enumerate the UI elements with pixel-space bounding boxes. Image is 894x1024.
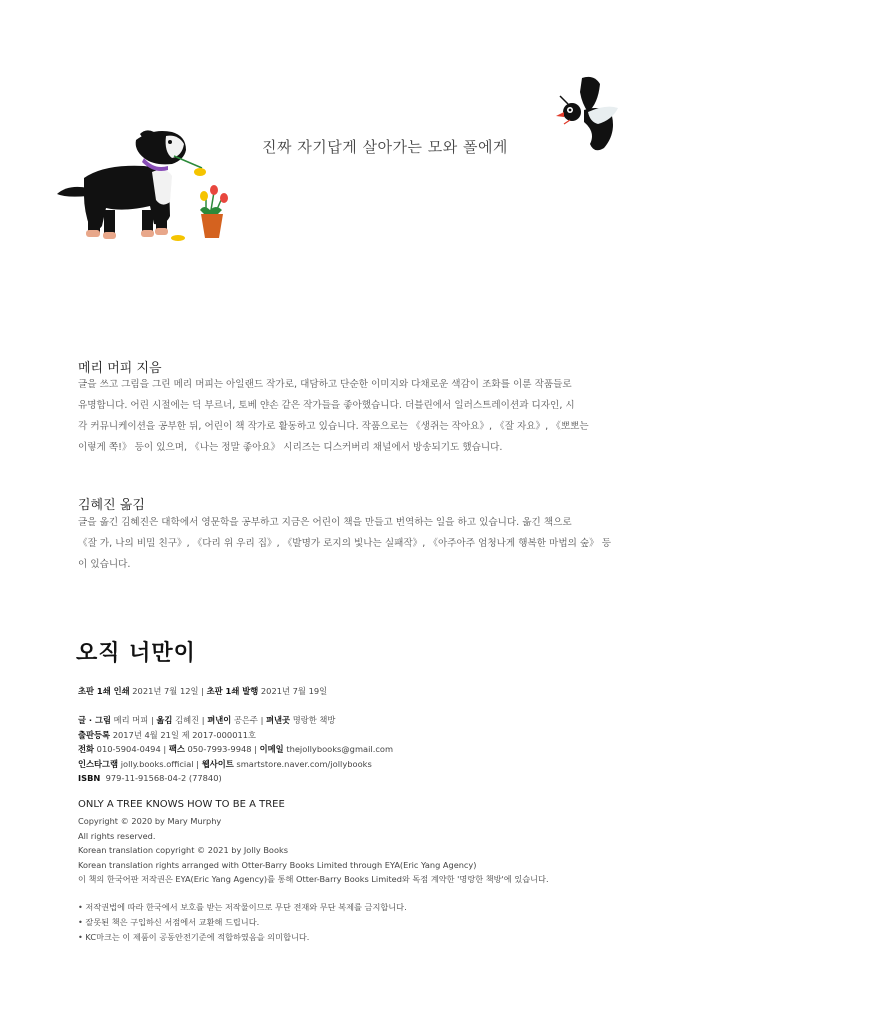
writer-label: 글 · 그림 [78,715,111,725]
publish-label: 초판 1쇄 발행 [206,686,259,696]
fax-label: 팩스 [168,744,185,754]
credits-block: 글 · 그림 메리 머피 | 옮김 김혜진 | 펴낸이 공은주 | 펴낸곳 명랑한 책방 출판등록 2017년 4월 21일 제 2017-000011호 전화 010-5904-0494 | 팩스 050-7993-9948 | 이메일 thejollybooks@gmail.com 인스타그램 jolly.books.official | 웹사이트 smartstore.naver.com/jollybooks ISBN 979-11-91568-04-2 (77840) [78,715,394,783]
magpie-illustration [554,74,624,156]
translator-bio-line: 이 있습니다. [78,559,131,570]
phone-value: 010-5904-0494 [96,744,161,754]
author-bio-line: 이렇게 쪽!》 등이 있으며, 《나는 정말 좋아요》 시리즈는 디스커버리 채널에서 방송되기도 했습니다. [78,442,503,453]
email-value: thejollybooks@gmail.com [286,744,394,754]
instagram-label: 인스타그램 [78,758,119,769]
publisher-label: 펴낸이 [207,715,232,725]
dedication: 진짜 자기답게 살아가는 모와 폴에게 [262,138,508,156]
notice-list [78,900,407,945]
isbn-value: 979-11-91568-04-2 (77840) [105,773,222,783]
copyright-line: All rights reserved. [78,830,156,841]
registration-value: 2017년 4월 21일 제 2017-000011호 [112,729,257,740]
notice-item: • 잘못된 책은 구입하신 서점에서 교환해 드립니다. [78,917,260,927]
website-label: 웹사이트 [201,758,234,769]
copyright-line: Korean translation rights arranged with Otter-Barry Books Limited through EYA(Eric Yang Agency) [78,859,477,870]
english-title: ONLY A TREE KNOWS HOW TO BE A TREE [78,799,285,810]
dog-illustration [54,126,234,248]
website-value: smartstore.naver.com/jollybooks [236,758,372,769]
press-value: 명랑한 책방 [292,715,336,725]
author-bio [78,374,623,458]
registration-label: 출판등록 [78,729,111,740]
author-bio-line: 글을 쓰고 그림을 그린 메리 머피는 아일랜드 작가로, 대담하고 단순한 이미지와 다채로운 색감이 조화를 이룬 작품들로 [78,379,572,390]
edition-info: 초판 1쇄 인쇄 2021년 7월 12일 | 초판 1쇄 발행 2021년 7월 19일 [78,686,328,696]
email-label: 이메일 [259,744,284,754]
translator-title: 김혜진 옮김 [78,498,145,513]
translator-bio-line: 《잘 가, 나의 비밀 친구》, 《다리 위 우리 집》, 《발명가 로지의 빛나는 실패작》, 《아주아주 엄청나게 행복한 마법의 숲》 등 [78,538,612,549]
translator-bio [78,512,623,575]
phone-label: 전화 [78,744,95,754]
copyright-line: Copyright © 2020 by Mary Murphy [78,816,222,826]
copyright-line: Korean translation copyright © 2021 by Jolly Books [78,845,288,855]
author-bio-line: 유명합니다. 어린 시절에는 딕 부르너, 토베 얀손 같은 작가들을 좋아했습니다. 더블린에서 일러스트레이션과 디자인, 시 [78,400,575,411]
book-title: 오직 너만이 [76,641,196,666]
translator-label: 옮김 [156,715,173,725]
instagram-value: jolly.books.official [120,758,194,769]
isbn-label: ISBN [78,773,101,783]
copyright-line: 이 책의 한국어판 저작권은 EYA(Eric Yang Agency)를 통해 Otter-Barry Books Limited와 독점 계약한 '명랑한 책방'에 있습니다. [78,874,549,884]
publisher-value: 공은주 [233,715,258,725]
print-date: 2021년 7월 12일 [132,686,199,696]
print-label: 초판 1쇄 인쇄 [78,686,130,696]
writer-value: 메리 머피 [113,715,149,725]
press-label: 펴낸곳 [266,715,291,725]
publish-date: 2021년 7월 19일 [260,686,328,696]
notice-item: • 저작권법에 따라 한국에서 보호를 받는 저작물이므로 무단 전재와 무단 복제를 금지합니다. [78,902,407,912]
copyright-block [78,814,549,887]
translator-bio-line: 글을 옮긴 김혜진은 대학에서 영문학을 공부하고 지금은 어린이 책을 만들고 번역하는 일을 하고 있습니다. 옮긴 책으로 [78,517,572,528]
author-title: 메리 머피 지음 [78,361,162,376]
notice-item: • KC마크는 이 제품이 공동안전기준에 적합하였음을 의미합니다. [78,932,310,942]
author-bio-line: 각 커뮤니케이션을 공부한 뒤, 어린이 책 작가로 활동하고 있습니다. 작품으로는 《생쥐는 작아요》, 《잘 자요》, 《뽀뽀는 [78,421,589,432]
translator-value: 김혜진 [175,715,200,725]
fax-value: 050-7993-9948 [187,744,252,754]
